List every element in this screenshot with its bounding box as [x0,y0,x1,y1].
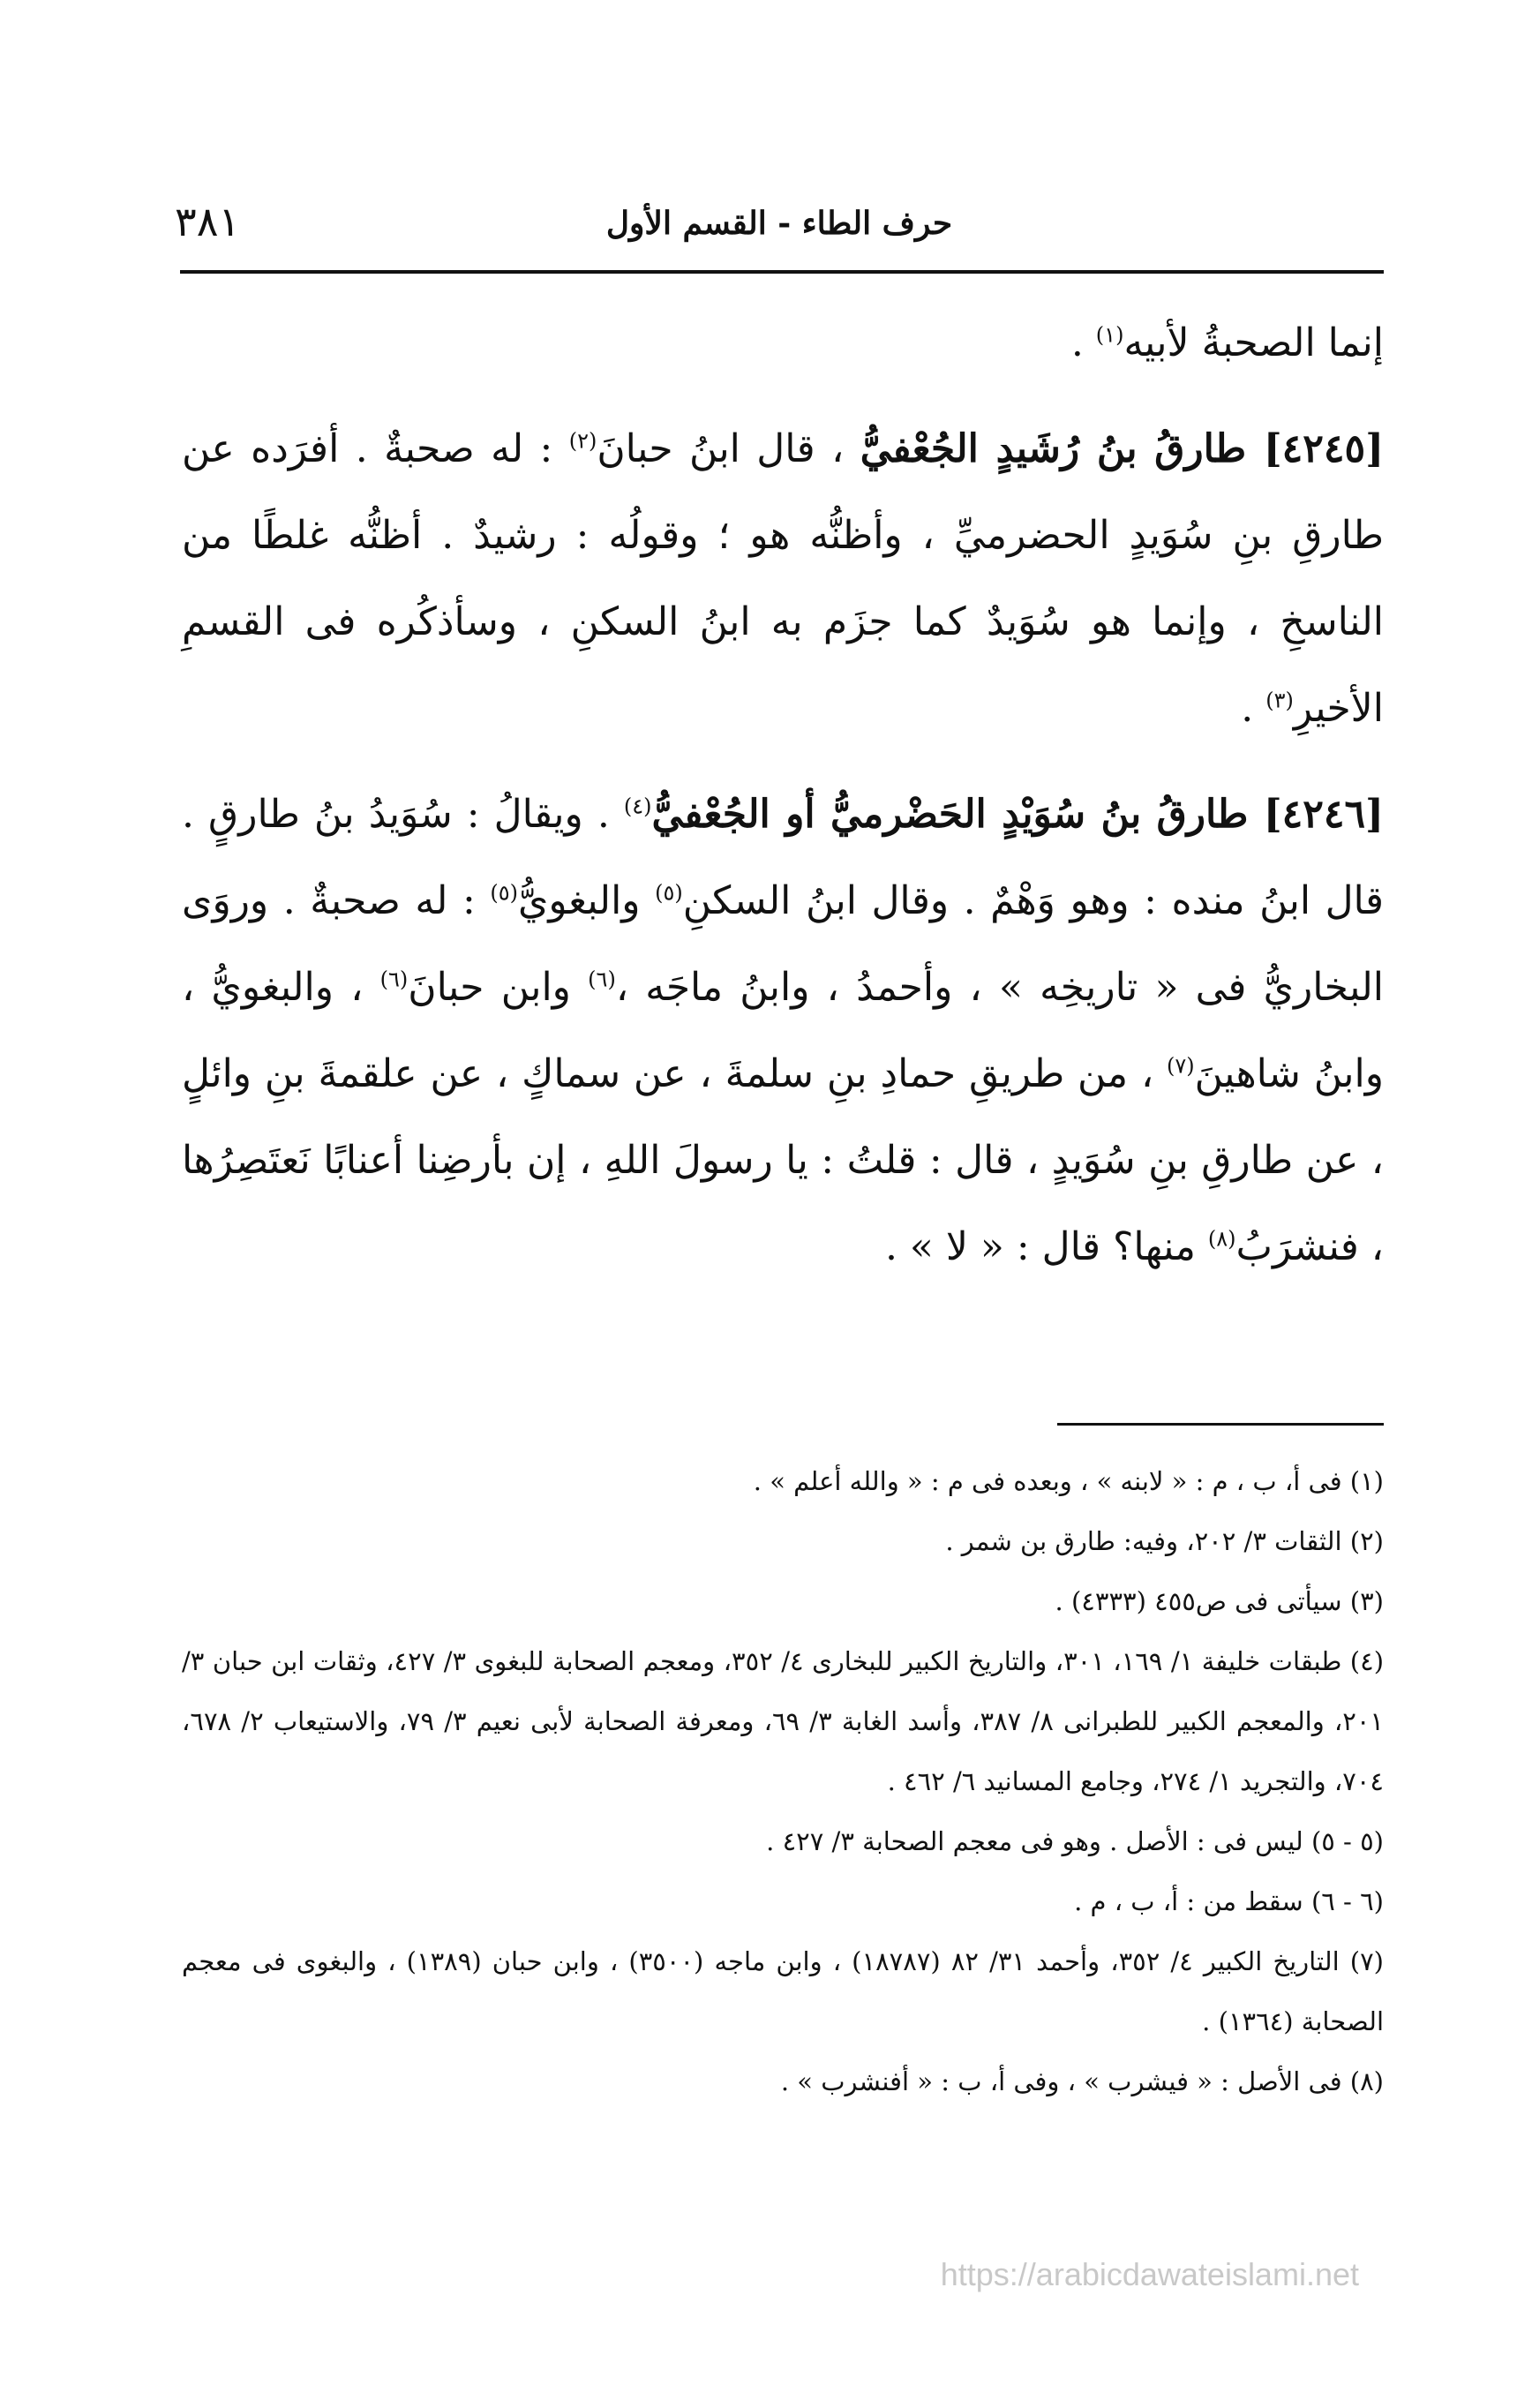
footnote: (٦ - ٦) سقط من : أ، ب ، م . [1074,1886,1384,1916]
footnote: (٢) الثقات ٣/ ٢٠٢، وفيه: طارق بن شمر . [945,1526,1384,1556]
main-text [182,300,1384,1291]
entry-4246 [182,771,1384,1291]
footnote-ref: (١) [1095,322,1124,348]
footnote-ref: (٦) [379,967,409,992]
entry-heading: [٤٢٤٦] طارقُ بنُ سُوَيْدٍ الحَضْرميُّ أو الجُعْفيُّ [651,792,1384,837]
running-header [175,192,1384,263]
entry-text: : له صحبةٌ . أفرَده عن طارقِ بنِ سُوَيدٍ الحضرميِّ ، وأظنُّه هو ؛ وقولُه : رشيدٌ . أظنُّه غلطًا من الناسخِ ، وإنما هو سُوَيدٌ كما جزَم به ابنُ السكنِ ، وسأذكُره فى القسمِ الأخيرِ [182,426,1384,731]
entry-text: ، والبغويُّ ، وابنُ شاهينَ [182,965,1384,1096]
watermark-url: https://arabicdawateislami.net [940,2256,1359,2292]
footnote: (٤) طبقات خليفة ١/ ١٦٩، ٣٠١، والتاريخ الكبير للبخارى ٤/ ٣٥٢، ومعجم الصحابة للبغوى ٣/ ٤٢٧، وثقات ابن حبان ٣/ ٢٠١، والمعجم الكبير للطبرانى ٨/ ٣٨٧، وأسد الغابة ٣/ ٦٩، ومعرفة الصحابة لأبى نعيم ٣/ ٧٩، والاستيعاب ٢/ ٦٧٨، ٧٠٤، والتجريد ١/ ٢٧٤، وجامع المسانيد ٦/ ٤٦٢ . [182,1646,1385,1796]
footnote-ref: (٣) [1265,688,1294,713]
footnotes [182,1451,1384,2111]
paragraph-continuation [182,300,1384,387]
entry-heading: [٤٢٤٥] طارقُ بنُ رُشَيدٍ الجُعْفيُّ [860,426,1385,471]
footnote: (٧) التاريخ الكبير ٤/ ٣٥٢، وأحمد ٣١/ ٨٢ (١٨٧٨٧) ، وابن ماجه (٣٥٠٠) ، وابن حبان (١٣٨٩) ، والبغوى فى معجم الصحابة (١٣٦٤) . [182,1946,1384,2036]
entry-text: : له صحبةٌ . وروَى البخاريُّ فى « تاريخِه » ، وأحمدُ ، وابنُ ماجَه ، [182,878,1384,1010]
footnote-ref: (٧) [1167,1053,1195,1079]
footnote: (١) فى أ، ب ، م : « لابنه » ، وبعده فى م : « والله أعلم » . [753,1466,1384,1496]
footnote-ref: (٢) [568,428,597,454]
footnote-ref: (٨) [1207,1226,1236,1252]
footnote-divider [1057,1423,1384,1426]
footnote-ref: (٤) [623,794,652,819]
entry-text: منها؟ قال : « لا » . [884,1224,1208,1269]
entry-text: والبغويُّ [517,878,656,923]
footnote-ref: (٦) [588,967,616,992]
entry-text: . ويقالُ : سُوَيدُ بنُ طارقٍ . قال ابنُ منده : وهو وَهْمٌ . وقال ابنُ السكنِ [182,792,1384,923]
paragraph-text: إنما الصحبةُ لأبيه [1123,320,1384,365]
paragraph-text: . [1070,320,1096,365]
footnote: (٨) فى الأصل : « فيشرب » ، وفى أ، ب : « أفنشرب » . [780,2066,1384,2096]
entry-text: . [1241,686,1266,731]
footnote: (٣) سيأتى فى ص٤٥٥ (٤٣٣٣) . [1055,1586,1384,1616]
header-title: حرف الطاء - القسم الأول [605,205,953,242]
entry-text: ، قال ابنُ حبانَ [597,426,860,471]
page-number: ٣٨١ [175,198,241,245]
footnote-ref: (٥) [655,880,683,906]
entry-text: ، من طريقِ حمادِ بنِ سلمةَ ، عن سماكٍ ، عن علقمةَ بنِ وائلٍ ، عن طارقِ بنِ سُوَيدٍ ، قال : قلتُ : يا رسولَ اللهِ ، إن بأرضِنا أعنابًا نَعتَصِرُها ، فنشرَبُ [182,1051,1384,1269]
entry-4245 [182,406,1384,752]
footnote-ref: (٥) [490,880,518,906]
header-divider [180,270,1384,274]
footnote: (٥ - ٥) ليس فى : الأصل . وهو فى معجم الصحابة ٣/ ٤٢٧ . [766,1826,1384,1856]
entry-text: وابن حبانَ [408,965,589,1010]
